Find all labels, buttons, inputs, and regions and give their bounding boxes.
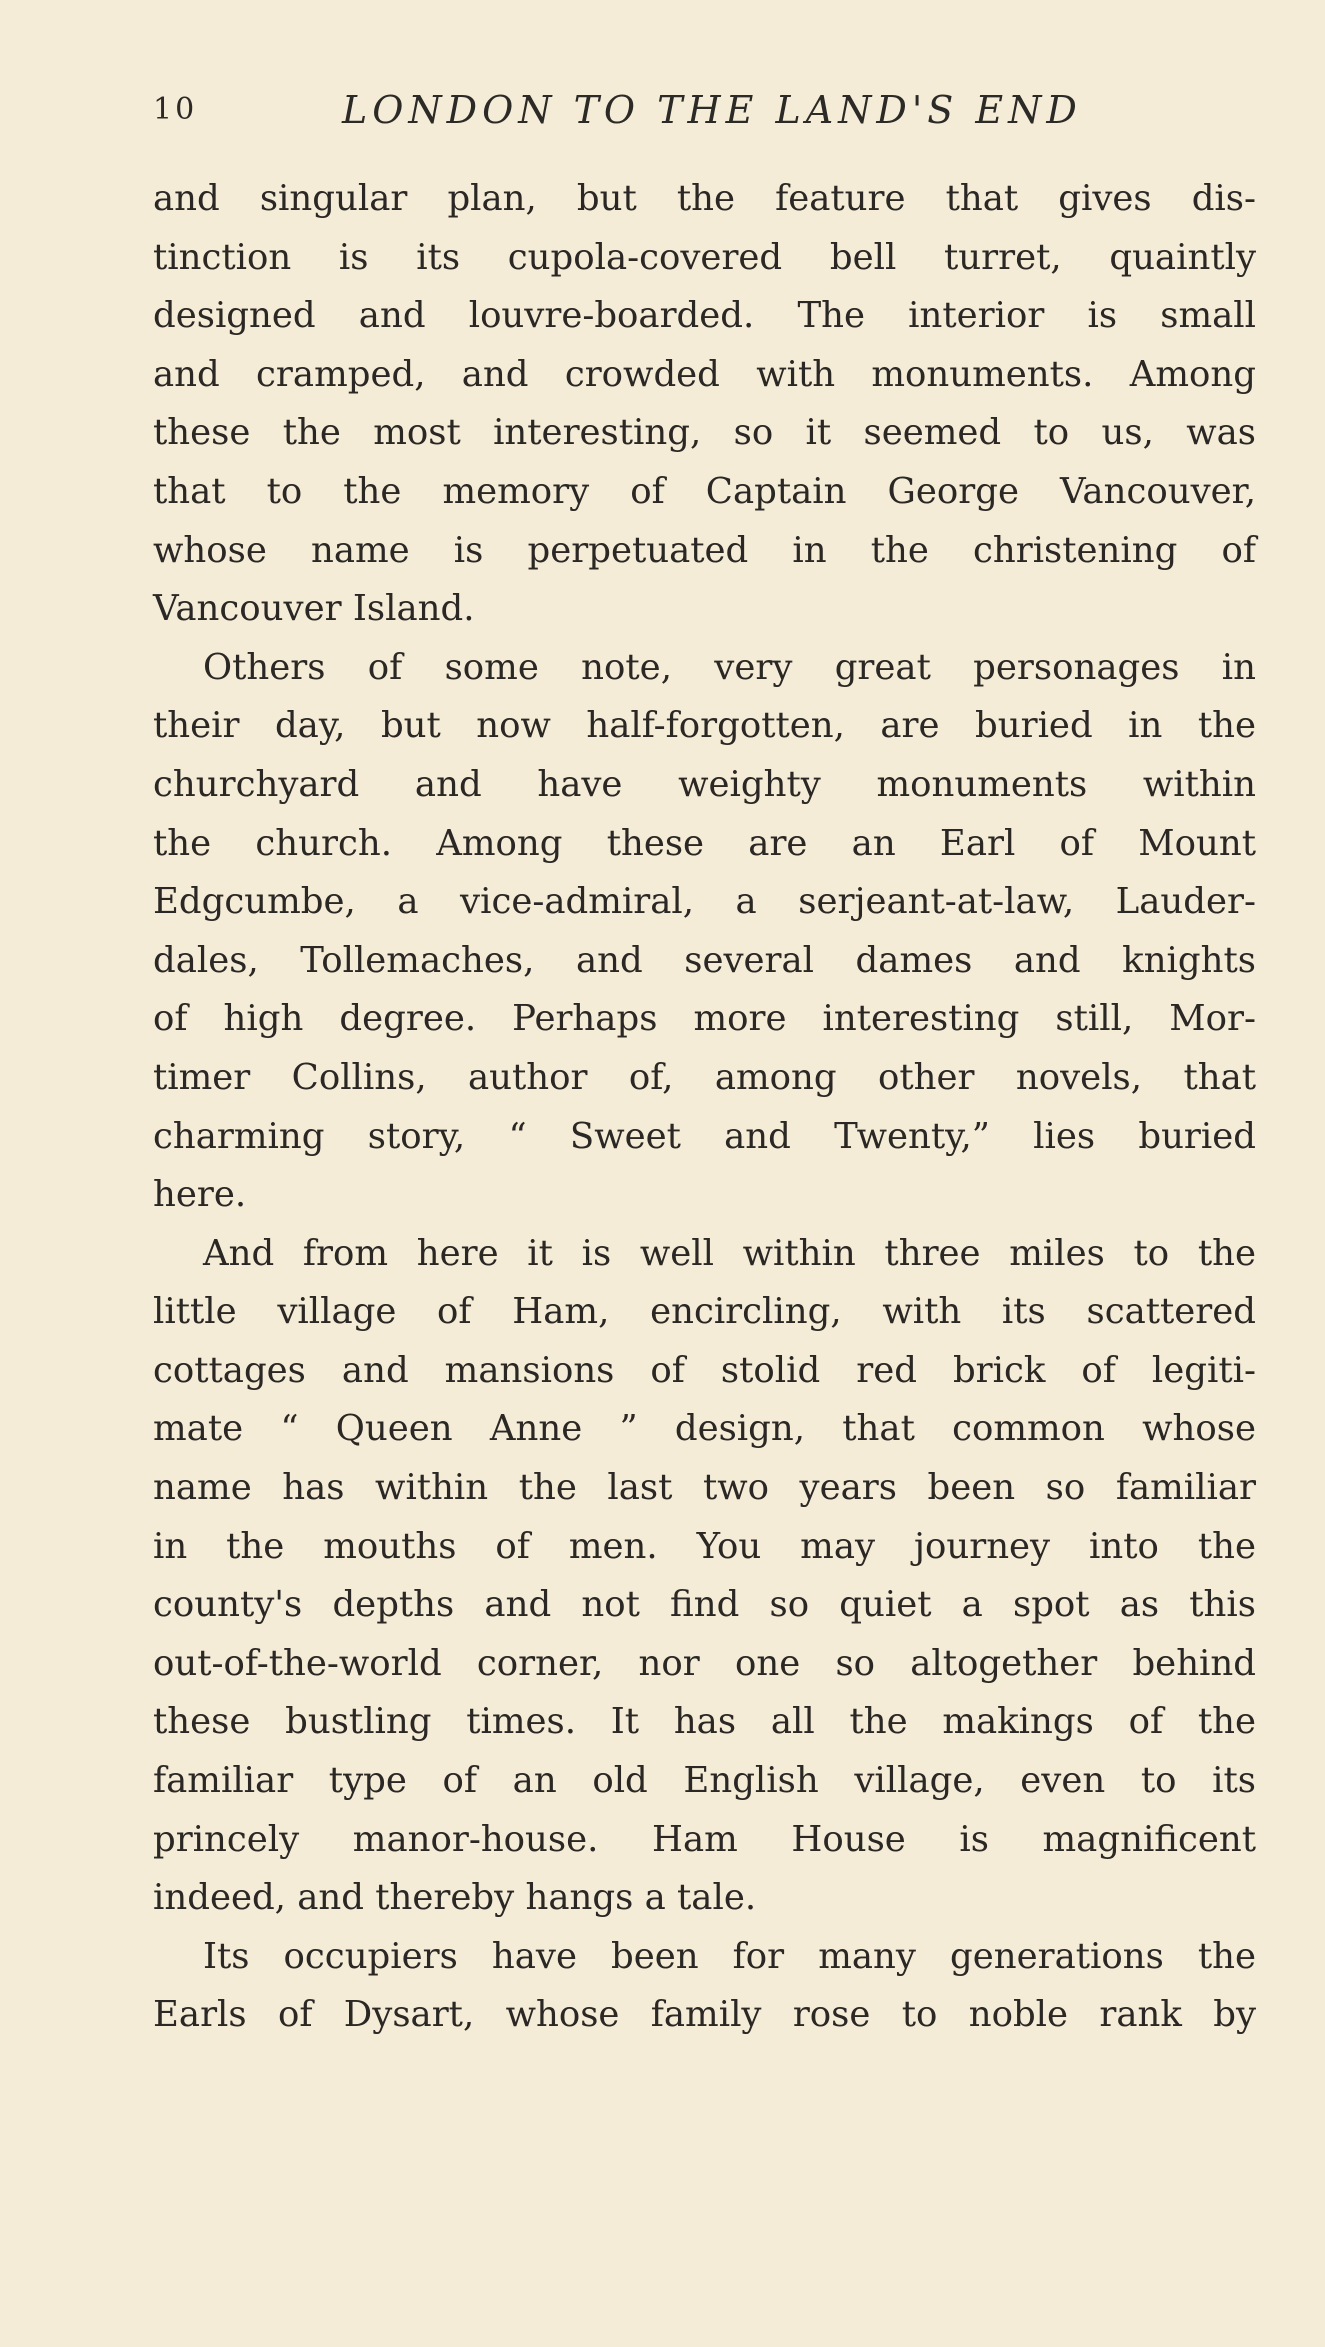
page-number: 10 (153, 92, 198, 127)
text-line: cottages and mansions of stolid red brick of legiti- (153, 1349, 1256, 1391)
text-line: out-of-the-world corner, nor one so altogether behind (153, 1642, 1256, 1684)
text-line: in the mouths of men. You may journey into the (153, 1525, 1256, 1567)
text-line: timer Collins, author of, among other novels, that (153, 1056, 1256, 1098)
text-line: Vancouver Island. (153, 588, 475, 630)
text-line: and cramped, and crowded with monuments. Among (153, 353, 1256, 395)
paragraph-3 (153, 1225, 1256, 1928)
text-line: county's depths and not find so quiet a spot as this (153, 1584, 1256, 1626)
text-line: churchyard and have weighty monuments within (153, 763, 1256, 805)
text-line: charming story, “ Sweet and Twenty,” lies buried (153, 1115, 1256, 1157)
text-line: dales, Tollemaches, and several dames and knights (153, 939, 1256, 981)
text-line: name has within the last two years been so familiar (153, 1467, 1256, 1509)
text-line: little village of Ham, encircling, with its scattered (153, 1291, 1256, 1333)
text-line: And from here it is well within three miles to the (203, 1232, 1256, 1274)
text-line: indeed, and thereby hangs a tale. (153, 1877, 757, 1919)
paragraph-1 (153, 170, 1256, 639)
text-line: designed and louvre-boarded. The interior is small (153, 295, 1256, 337)
body-text (153, 170, 1256, 2045)
text-line: tinction is its cupola-covered bell turret, quaintly (153, 236, 1256, 278)
text-line: these bustling times. It has all the makings of the (153, 1701, 1256, 1743)
text-line: familiar type of an old English village, even to its (153, 1760, 1256, 1802)
text-line: princely manor-house. Ham House is magnificent (153, 1818, 1256, 1860)
paragraph-2 (153, 639, 1256, 1225)
text-line: Earls of Dysart, whose family rose to noble rank by (153, 1994, 1256, 2036)
text-line: these the most interesting, so it seemed to us, was (153, 412, 1256, 454)
text-line: and singular plan, but the feature that gives dis- (153, 178, 1256, 219)
text-line: that to the memory of Captain George Vancouver, (153, 470, 1256, 512)
text-line: Its occupiers have been for many generations the (203, 1935, 1256, 1977)
text-line: the church. Among these are an Earl of Mount (153, 822, 1256, 864)
text-line: of high degree. Perhaps more interesting still, Mor- (153, 998, 1256, 1040)
text-line: Edgcumbe, a vice-admiral, a serjeant-at-law, Lauder- (153, 881, 1256, 923)
text-line: here. (153, 1174, 247, 1216)
paragraph-4 (153, 1928, 1256, 2045)
text-line: Others of some note, very great personages in (203, 646, 1256, 688)
text-line: whose name is perpetuated in the christening of (153, 529, 1256, 571)
text-line: their day, but now half-forgotten, are buried in the (153, 705, 1256, 747)
text-line: mate “ Queen Anne ” design, that common whose (153, 1408, 1256, 1450)
running-head (153, 88, 1243, 138)
running-title: LONDON TO THE LAND'S END (342, 88, 1082, 132)
